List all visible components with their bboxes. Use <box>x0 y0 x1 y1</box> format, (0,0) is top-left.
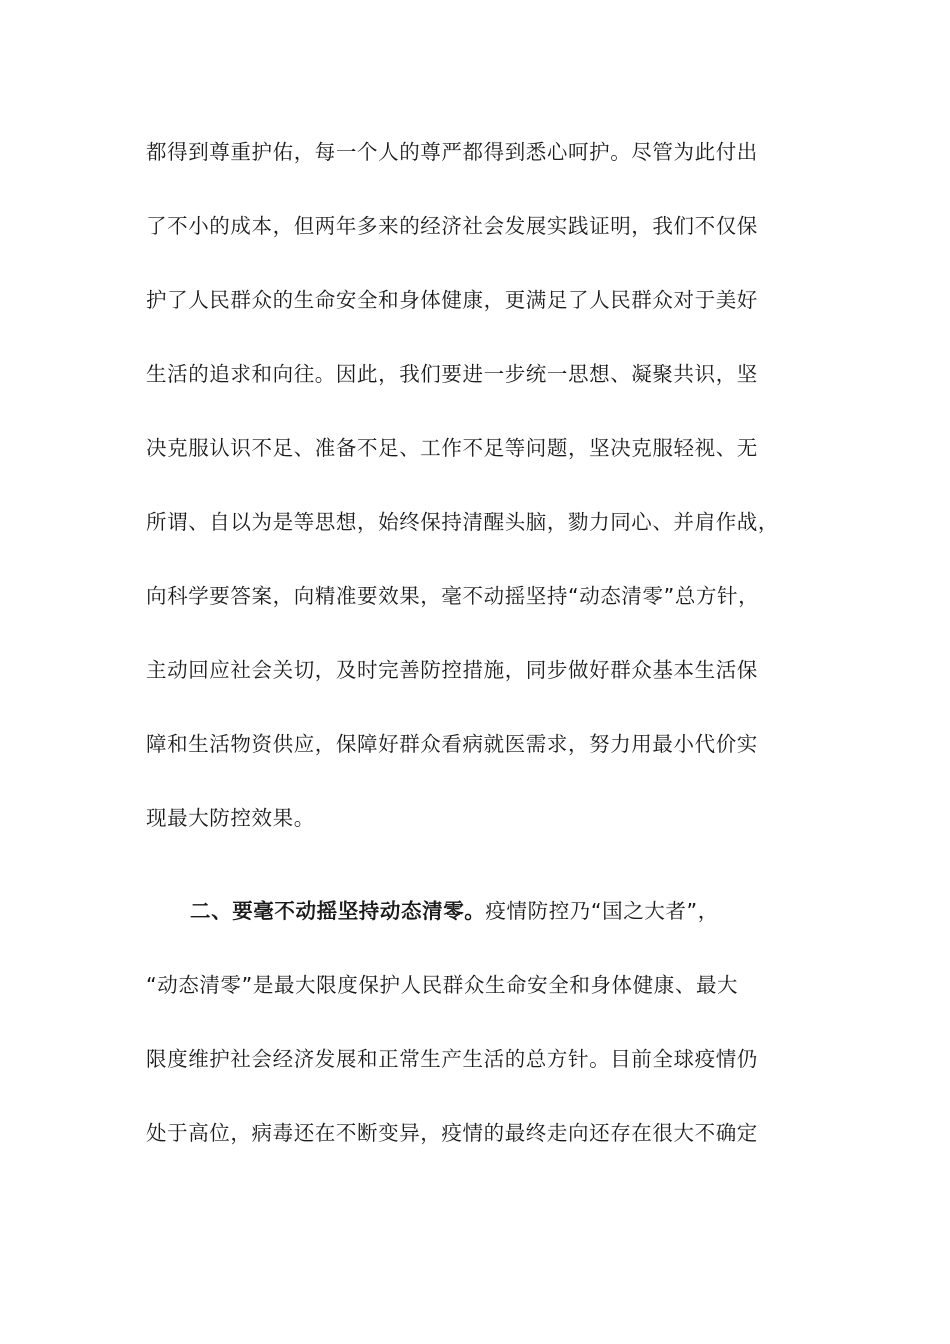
text-line: 向科学要答案，向精准要效果，毫不动摇坚持“动态清零”总方针， <box>146 584 760 608</box>
text-line: 限度维护社会经济发展和正常生产生活的总方针。目前全球疫情仍 <box>146 1047 758 1071</box>
text-line: 所谓、自以为是等思想，始终保持清醒头脑，勠力同心、并肩作战， <box>146 510 779 534</box>
text-line: 现最大防控效果。 <box>146 806 315 830</box>
text-line: 决克服认识不足、准备不足、工作不足等问题，坚决克服轻视、无 <box>146 436 758 460</box>
text-line: 护了人民群众的生命安全和身体健康，更满足了人民群众对于美好 <box>146 288 758 312</box>
section-heading: 二、要毫不动摇坚持动态清零。 <box>190 899 486 923</box>
text-line: 生活的追求和向往。因此，我们要进一步统一思想、凝聚共识，坚 <box>146 362 758 386</box>
text-line: 障和生活物资供应，保障好群众看病就医需求，努力用最小代价实 <box>146 732 758 756</box>
section-heading-line <box>190 896 840 926</box>
text-span: 疫情防控乃“国之大者”， <box>485 899 719 923</box>
text-line: 主动回应社会关切，及时完善防控措施，同步做好群众基本生活保 <box>146 658 758 682</box>
text-line: “动态清零”是最大限度保护人民群众生命安全和身体健康、最大 <box>146 973 739 997</box>
text-line: 处于高位，病毒还在不断变异，疫情的最终走向还存在很大不确定 <box>146 1121 758 1145</box>
text-line: 都得到尊重护佑，每一个人的尊严都得到悉心呵护。尽管为此付出 <box>146 140 758 164</box>
text-line: 了不小的成本，但两年多来的经济社会发展实践证明，我们不仅保 <box>146 214 758 238</box>
